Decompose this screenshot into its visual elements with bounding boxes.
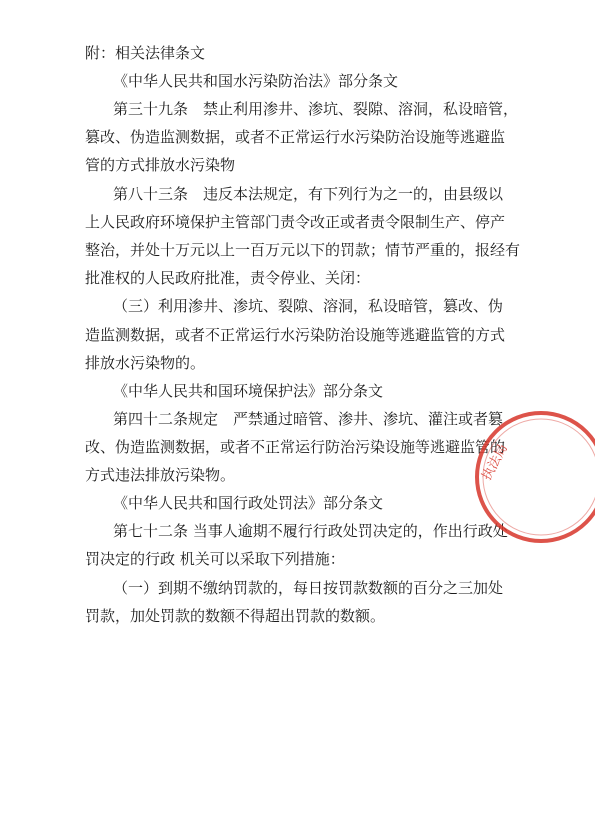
appendix-heading: 附：相关法律条文	[85, 44, 206, 62]
official-seal-stamp	[466, 402, 595, 552]
paragraph-line: 上人民政府环境保护主管部门责令改正或者责令限制生产、停产	[85, 213, 506, 231]
paragraph-line: 罚决定的行政 机关可以采取下列措施：	[85, 550, 345, 568]
paragraph-line: 批准权的人民政府批准，责令停业、关闭：	[85, 269, 371, 287]
seal-text: 执法局	[479, 441, 512, 484]
paragraph-line: （一）到期不缴纳罚款的，每日按罚款数额的百分之三加处	[113, 579, 504, 597]
paragraph-line: 整治，并处十万元以上一百万元以下的罚款；情节严重的，报经有	[85, 241, 521, 259]
paragraph-line: 篡改、伪造监测数据，或者不正常运行水污染防治设施等逃避监	[85, 128, 506, 146]
paragraph-line: 第七十二条 当事人逾期不履行行政处罚决定的，作出行政处	[113, 522, 508, 540]
seal-inner-ring	[483, 419, 595, 535]
paragraph-line: （三）利用渗井、渗坑、裂隙、溶洞，私设暗管，篡改、伪	[113, 297, 504, 315]
paragraph-line: 改、伪造监测数据，或者不正常运行防治污染设施等逃避监管的	[85, 438, 506, 456]
paragraph-line: 第八十三条 违反本法规定，有下列行为之一的，由县级以	[113, 185, 504, 203]
paragraph-line: 罚款，加处罚款的数额不得超出罚款的数额。	[85, 607, 386, 625]
paragraph-line: 第三十九条 禁止利用渗井、渗坑、裂隙、溶洞，私设暗管，	[113, 100, 519, 118]
law-title-environment: 《中华人民共和国环境保护法》部分条文	[113, 382, 384, 400]
law-title-water: 《中华人民共和国水污染防治法》部分条文	[113, 72, 399, 90]
paragraph-line: 第四十二条规定 严禁通过暗管、渗井、渗坑、灌注或者篡	[113, 410, 504, 428]
paragraph-line: 造监测数据，或者不正常运行水污染防治设施等逃避监管的方式	[85, 326, 506, 344]
law-title-penalty: 《中华人民共和国行政处罚法》部分条文	[113, 494, 384, 512]
paragraph-line: 排放水污染物的。	[85, 354, 206, 372]
paragraph-line: 方式违法排放污染物。	[85, 466, 236, 484]
paragraph-line: 管的方式排放水污染物	[85, 156, 236, 174]
